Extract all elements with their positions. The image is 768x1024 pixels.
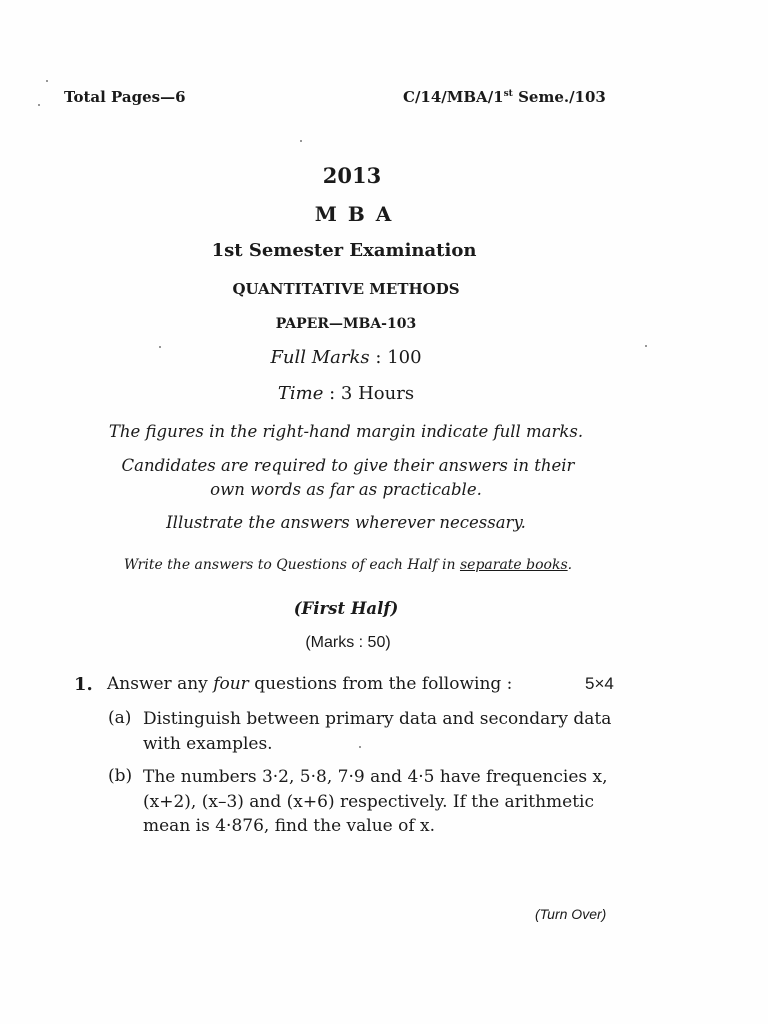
paper-number: PAPER—MBA-103 (275, 316, 417, 332)
question-text-suffix: questions from the following : (248, 674, 513, 694)
question-text-prefix: Answer any (107, 674, 214, 694)
instruction-separate-books (0, 557, 732, 573)
scan-speck (38, 104, 40, 106)
question-number: 1. (74, 674, 93, 695)
instruction-own-words-line2: own words as far as practicable. (210, 480, 482, 499)
scan-speck (46, 80, 48, 82)
full-marks-label: Full Marks (270, 347, 370, 368)
time-value: 3 Hours (340, 383, 415, 404)
section-title: (First Half) (293, 599, 399, 618)
part-a-label: (a) (108, 708, 132, 728)
question-marks: 5×4 (585, 674, 614, 693)
time-sep: : (323, 383, 341, 404)
total-pages: Total Pages—6 (64, 88, 186, 106)
part-b-text: The numbers 3·2, 5·8, 7·9 and 4·5 have frequencies x, (x+2), (x–3) and (x+6) respectively. If the arithmetic mean is 4·876, find the value of x. (143, 767, 608, 836)
time-label: Time (277, 383, 324, 404)
part-a-text: Distinguish between primary data and secondary data with examples. (143, 709, 612, 754)
instruction-own-words-line1: Candidates are required to give their answers in their (121, 456, 575, 475)
instruction-illustrate: Illustrate the answers wherever necessary. (166, 513, 526, 532)
subject-title: QUANTITATIVE METHODS (232, 280, 460, 298)
full-marks (0, 347, 730, 368)
scan-speck (300, 140, 302, 142)
paper-code-sup: st (503, 89, 513, 99)
turn-over: (Turn Over) (535, 906, 607, 922)
full-marks-sep: : (369, 347, 388, 368)
instruction-margin-marks: The figures in the right-hand margin indicate full marks. (108, 422, 584, 441)
part-b-label: (b) (108, 766, 133, 786)
exam-year: 2013 (322, 163, 382, 188)
section-marks: (Marks : 50) (305, 634, 391, 651)
exam-time (0, 383, 730, 404)
paper-code (403, 88, 606, 106)
full-marks-value: 100 (387, 347, 422, 368)
instruction-separate-suffix: . (567, 557, 573, 573)
exam-title: 1st Semester Examination (211, 240, 477, 261)
instruction-separate-underlined: separate books (459, 557, 568, 573)
instruction-separate-prefix: Write the answers to Questions of each Half in (123, 557, 460, 573)
program-name: M B A (314, 202, 394, 226)
question-text-emphasis: four (213, 674, 249, 694)
paper-code-rest: Seme./103 (512, 88, 606, 106)
question-text (107, 674, 512, 694)
paper-code-main: C/14/MBA/1 (403, 88, 504, 106)
